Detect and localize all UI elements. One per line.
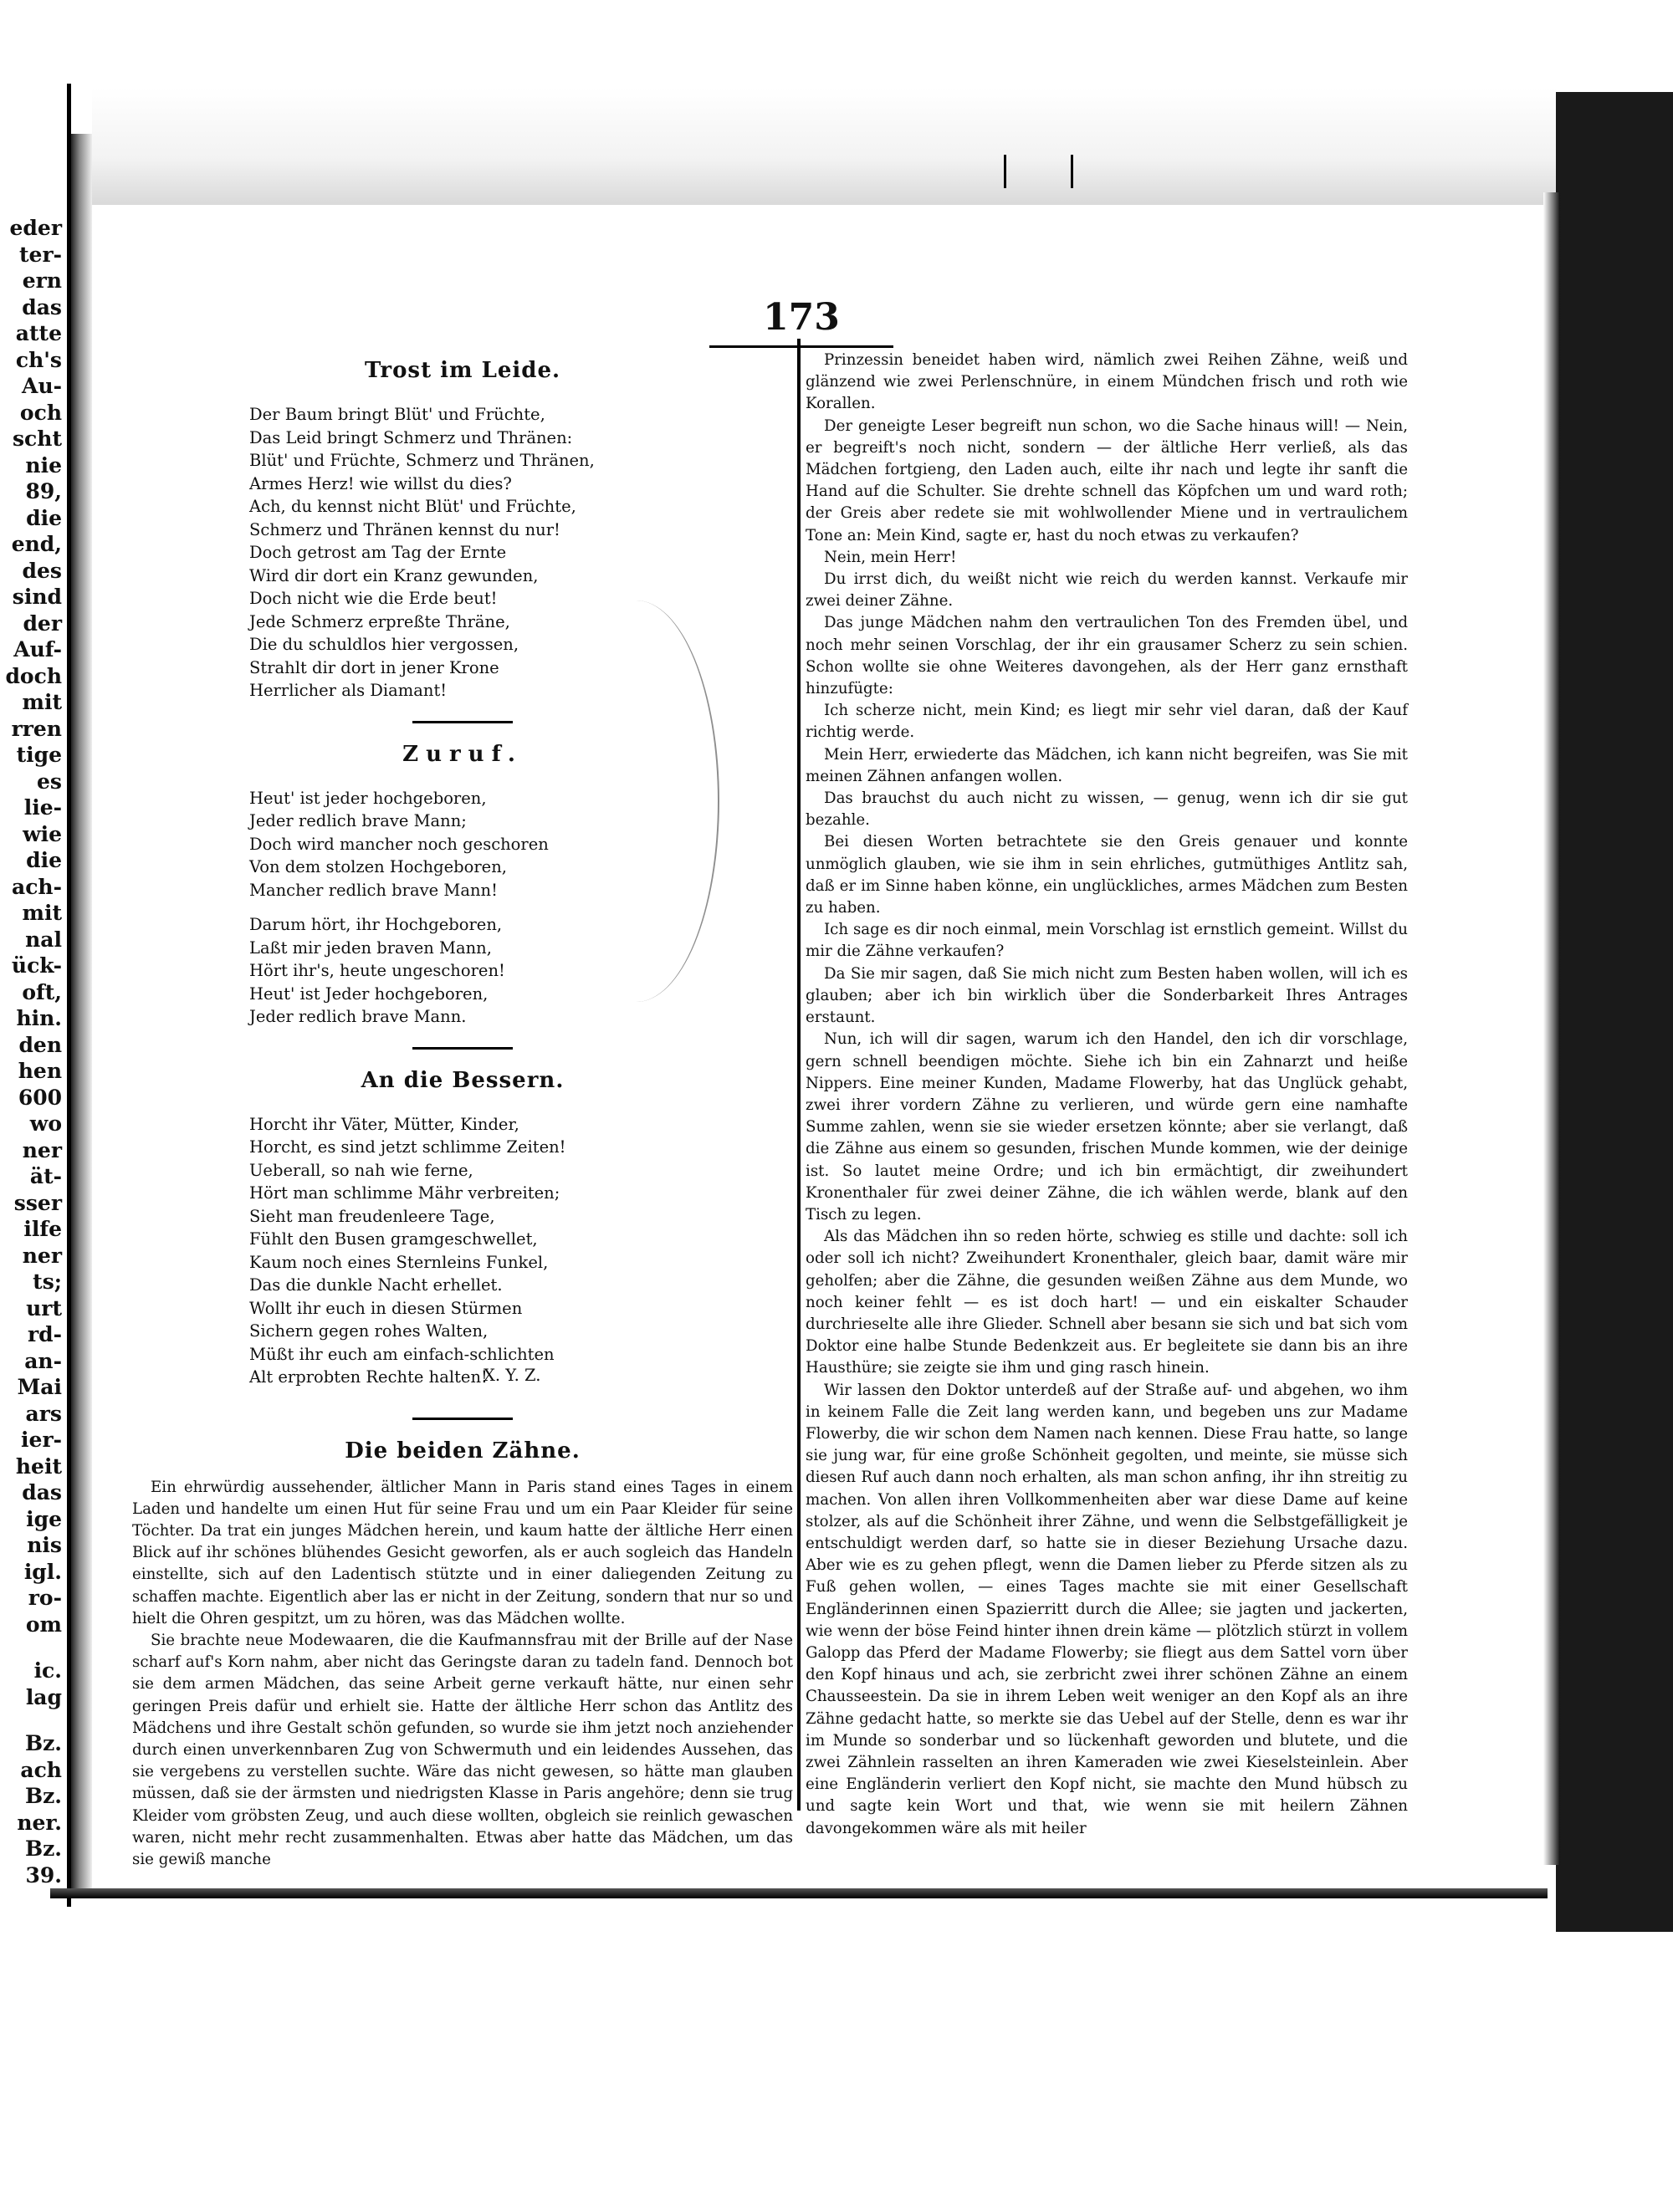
column-divider <box>797 339 801 1811</box>
margin-fragment: die <box>26 505 62 530</box>
poem-line: Sichern gegen rohes Walten, <box>249 1321 489 1341</box>
poem-line: Horcht ihr Väter, Mütter, Kinder, <box>249 1114 519 1134</box>
poem-title: Trost im Leide. <box>364 358 561 383</box>
margin-fragment: end, <box>11 532 62 556</box>
margin-fragment: ner <box>22 1137 62 1162</box>
margin-fragment: rd- <box>27 1322 62 1346</box>
margin-fragment: wie <box>23 821 62 846</box>
poem-line: Doch nicht wie die Erde beut! <box>249 589 498 608</box>
paragraph: Ein ehrwürdig aussehender, ältlicher Mann in Paris stand eines Tages in einem Laden und handelte um einen Hut für seine Frau und um ein Paar Kleider für seine Töchter. Da trat ein junges Mädchen herein, und kaum hatte der ältliche Herr einen Blick auf ihr schönes blühendes Gesicht geworfen, als er auch sogleich das Handeln einstellte, sich auf den Ladentisch stützte und in einer daliegenden Zeitung zu schaffen machte. Eigentlich aber las er nicht in der Zeitung, sondern that nur so und hielt die Ohren gespitzt, um zu hören, was das Mädchen wollte. <box>132 1478 793 1627</box>
poem-line: Das Leid bringt Schmerz und Thränen: <box>249 427 573 447</box>
margin-fragment: om <box>25 1612 62 1637</box>
margin-fragment: Bz. <box>24 1784 62 1808</box>
margin-fragment: ars <box>25 1401 62 1426</box>
poem-line: Alt erprobten Rechte halten! <box>249 1367 488 1387</box>
poem-line: Ueberall, so nah wie ferne, <box>249 1160 473 1180</box>
adjacent-page-edge <box>0 84 71 1907</box>
story-title: Die beiden Zähne. <box>345 1438 581 1464</box>
margin-fragment: sser <box>13 1190 62 1215</box>
paragraph: Nun, ich will dir sagen, warum ich den Handel, den ich dir vorschlage, gern schnell beendigen möchte. Siehe ich bin ein Zahnarzt und heiße Nippers. Eine meiner Kunden, Madame Flowerby, hat das Unglück gehabt, zwei ihrer vordern Zähne zu verlieren, und würde gern eine namhafte Summe zahlen, wenn sie sie wieder ersetzen könnte; aber sie verlangt, daß die Zähne aus einem so gesunden, frischen Munde kommen, wie der deinige ist. So lautet meine Ordre; und ich bin ermächtigt, dir zweihundert Kronenthaler für zwei deiner Zähne, die ich wählen werde, blank auf den Tisch zu legen. <box>806 1030 1408 1223</box>
paragraph: Da Sie mir sagen, daß Sie mich nicht zum Besten haben wollen, will ich es glauben; aber ich bin wirklich über die Sonderbarkeit Ihres Antrages erstaunt. <box>806 964 1408 1027</box>
paragraph: Du irrst dich, du weißt nicht wie reich du werden kannst. Verkaufe mir zwei deiner Zähne. <box>806 570 1408 610</box>
poem-title: Zuruf. <box>402 741 523 767</box>
margin-fragment: Au- <box>22 374 62 398</box>
margin-fragment: tige <box>16 743 62 767</box>
book-gutter <box>71 134 92 1898</box>
section-separator <box>412 1418 513 1420</box>
scan-mark <box>1071 155 1073 188</box>
margin-fragment: lag <box>25 1684 62 1709</box>
story-text-left <box>132 1477 793 1872</box>
poem-line: Schmerz und Thränen kennst du nur! <box>249 519 560 539</box>
poem-line: Von dem stolzen Hochgeboren, <box>249 857 507 876</box>
story-die-beiden-zaehne <box>132 1438 793 1872</box>
page-number: 173 <box>684 299 918 336</box>
poem-line: Heut' ist Jeder hochgeboren, <box>249 983 489 1004</box>
newspaper-page <box>99 251 1537 1882</box>
poem-line: Laßt mir jeden braven Mann, <box>249 937 492 958</box>
margin-fragment: ter- <box>18 242 62 267</box>
margin-fragment: 600 <box>18 1085 62 1110</box>
poem-signature: X. Y. Z. <box>483 1365 541 1385</box>
margin-fragment: ier- <box>21 1428 62 1452</box>
poem-line: Hört man schlimme Mähr verbreiten; <box>249 1183 560 1203</box>
poem-line: Jeder redlich brave Mann. <box>249 1007 467 1026</box>
margin-fragment: 39. <box>25 1862 62 1888</box>
poem-line: Jede Schmerz erpreßte Thräne, <box>249 611 510 631</box>
poem-line: Horcht, es sind jetzt schlimme Zeiten! <box>249 1137 566 1157</box>
margin-fragment: es <box>37 769 62 794</box>
poem-line: Hört ihr's, heute ungeschoren! <box>249 961 505 980</box>
margin-fragment: Mai <box>17 1375 62 1399</box>
margin-fragment: mit <box>22 690 62 714</box>
margin-fragment: ic. <box>33 1658 62 1683</box>
poem-line: Strahlt dir dort in jener Krone <box>249 657 499 677</box>
paragraph: Prinzessin beneidet haben wird, nämlich zwei Reihen Zähne, weiß und glänzend wie zwei Perlenschnüre, in einem Mündchen frisch und roth wie Korallen. <box>806 351 1408 413</box>
paragraph: Ich sage es dir noch einmal, mein Vorschlag ist ernstlich gemeint. Willst du mir die Zähne verkaufen? <box>806 921 1408 961</box>
margin-fragment: rren <box>11 716 62 741</box>
poem-line: Die du schuldlos hier vergossen, <box>249 635 519 654</box>
paragraph: Der geneigte Leser begreift nun schon, wo die Sache hinaus will! — Nein, er begreift's noch nicht, sondern — der ältliche Herr verließ, als das Mädchen fortgieng, den Laden auch, eilte ihr nach und legte ihr sanft die Hand auf die Schulter. Sie drehte schnell das Köpfchen um und ward roth; der Greis aber redete sie mit wohlwollender Miene und in vertraulichem Tone an: Mein Kind, sagte er, hast du noch etwas zu verkaufen? <box>806 416 1408 544</box>
poem-title: An die Bessern. <box>361 1067 565 1093</box>
margin-fragment: Bz. <box>24 1731 62 1755</box>
margin-fragment: ät- <box>29 1164 62 1188</box>
poem-line: Der Baum bringt Blüt' und Früchte, <box>249 405 545 424</box>
margin-fragment: 89, <box>25 479 62 503</box>
margin-fragment: och <box>19 400 62 425</box>
paragraph: Sie brachte neue Modewaaren, die die Kaufmannsfrau mit der Brille auf der Nase scharf auf's Korn nahm, aber nicht das Geringste daran zu tadeln fand. Dennoch bot sie dem armen Mädchen, das seine Arbeit gerne verkauft hätte, nur einen sehr geringen Preis dafür und erhielt sie. Hatte der ältliche Herr schon das Antlitz des Mädchens und ihre Gestalt schön gefunden, so wurde sie ihm jetzt noch anziehender durch einen unverkennbaren Zug von Schwermuth und ein leidendes Aussehen, das sie vergebens zu verstellen suchte. Wäre das nicht gewesen, so hätte man glauben müssen, daß sie der ärmsten und niedrigsten Klasse in Paris angehöre; denn sie trug Kleider vom gröbsten Zeug, und auch diese wollten, obgleich sie reinlich gewaschen waren, nicht mehr recht zusammenhalten. Etwas aber hatte das Mädchen, um das sie gewiß manche <box>132 1631 793 1868</box>
margin-fragment: ts; <box>33 1269 62 1294</box>
margin-fragment: die <box>26 848 62 872</box>
margin-fragment: atte <box>15 321 62 345</box>
margin-fragment: doch <box>5 663 62 688</box>
margin-fragment: ach <box>20 1757 62 1782</box>
poem-line: Mancher redlich brave Mann! <box>249 880 498 900</box>
paragraph: Als das Mädchen ihn so reden hörte, schwieg es stille und dachte: soll ich oder soll ich nicht? Zweihundert Kronenthaler, gleich baar, damit wäre mir geholfen; aber die Zähne, die gesunden weißen Zähne aus dem Munde, wo noch keiner fehlt — es ist doch hart! — und ein eiskalter Schauder durchrieselte alle ihre Glieder. Schnell aber besann sie sich und bat sich vom Doktor eine halbe Stunde Bedenkzeit aus. Er begleitete sie dann bis an ihre Hausthüre; sie zeigte sie ihm und ging rasch hinein. <box>806 1228 1408 1377</box>
margin-fragment: scht <box>12 427 62 451</box>
margin-fragment: hin. <box>16 1006 62 1030</box>
paragraph: Das brauchst du auch nicht zu wissen, — genug, wenn ich dir sie gut bezahle. <box>806 789 1408 830</box>
margin-fragment: nis <box>27 1533 62 1557</box>
margin-fragment: ch's <box>15 347 62 372</box>
paragraph: Mein Herr, erwiederte das Mädchen, ich kann nicht begreifen, was Sie mit meinen Zähnen anfangen wollen. <box>806 745 1408 785</box>
page-right-edge <box>1543 192 1560 1865</box>
margin-fragment: ern <box>22 268 62 293</box>
margin-fragment: eder <box>9 216 62 240</box>
paragraph: Ich scherze nicht, mein Kind; es liegt mir sehr viel daran, daß der Kauf richtig werde. <box>806 702 1408 742</box>
margin-fragment: das <box>22 1480 62 1504</box>
poem-line: Darum hört, ihr Hochgeboren, <box>249 915 503 934</box>
poem-body <box>249 1113 793 1389</box>
margin-fragment: heit <box>15 1453 62 1479</box>
margin-fragment: Auf- <box>13 637 62 662</box>
stanza-gap <box>249 902 793 913</box>
poem-line: Müßt ihr euch am einfach-schlichten <box>249 1344 555 1364</box>
margin-fragment: oft, <box>22 979 62 1004</box>
poem-line: Ach, du kennst nicht Blüt' und Früchte, <box>249 497 576 516</box>
poem-line: Armes Herz! wie willst du dies? <box>249 473 512 493</box>
poem-line: Wollt ihr euch in diesen Stürmen <box>249 1298 523 1318</box>
margin-fragment: wo <box>29 1111 62 1136</box>
margin-fragment: ner. <box>17 1810 62 1835</box>
poem-trost-im-leide <box>132 358 793 702</box>
margin-fragment: den <box>18 1032 62 1057</box>
page-bottom-edge <box>50 1888 1548 1898</box>
poem-line: Doch wird mancher noch geschoren <box>249 834 549 854</box>
poem-line: Kaum noch eines Sternleins Funkel, <box>249 1252 549 1272</box>
margin-fragment: ilfe <box>23 1217 62 1241</box>
poem-an-die-bessern <box>132 1068 793 1389</box>
poem-line: Blüt' und Früchte, Schmerz und Thränen, <box>249 451 595 470</box>
poem-line: Fühlt den Busen gramgeschwellet, <box>249 1229 538 1249</box>
margin-fragment: lie- <box>23 795 62 820</box>
margin-fragment: der <box>23 610 62 636</box>
poem-line: Herrlicher als Diamant! <box>249 681 448 700</box>
margin-fragment: ück- <box>11 953 62 978</box>
right-column <box>806 350 1408 1840</box>
margin-fragment: urt <box>26 1295 62 1321</box>
paragraph: Wir lassen den Doktor unterdeß auf der Straße auf- und abgehen, wo ihm in keinem Falle die Zeit lang werden kann, und begeben uns zur Madame Flowerby, die wir schon dem Namen nach kennen. Diese Frau hatte, so lange sie jung war, für eine große Schönheit gegolten, und meinte, sie müsse sich diesen Ruf auch dann noch erhalten, als man schon anfing, ihr ihn streitig zu machen. Von allen ihren Vollkommenheiten aber war diese Dame auf keine stolzer, als auf die Schönheit ihrer Zähne, und wenn die Selbstgefälligkeit je entschuldigt werden darf, so hatte sie in dieser Beziehung Ursache dazu. Aber wie es zu gehen pflegt, wenn die Damen lieber zu Pferde sitzen als zu Fuß gehen wollen, — eines Tages machte sie mit einer Gesellschaft Engländerinnen einen Spazierritt durch die Allee; sie jagten und jackerten, wie wenn der böse Feind hinter ihnen drein käme — plötzlich stürzt in vollem Galopp das Pferd der Madame Flowerby; sie fliegt aus dem Sattel vorn über den Kopf hinaus und ach, sie zerbricht zwei ihrer schönen Zähne an einem Chausseestein. Da sie in ihrem Leben weit weniger an den Kopf als an ihre Zähne gedacht hatte, so merkte sie das Uebel auf der Stelle, denn es war ihr im Munde so sonderbar und so lückenhaft geworden und blutete, und die zwei Zähnlein rasselten an ihren Kameraden wie zwei Kieselsteinlein. Aber eine Engländerin verliert den Kopf nicht, sie machte den Mund hübsch zu und sagte kein Wort und that, wie wenn sie mit heilern Zähnen davongekommen wäre als mit heiler <box>806 1381 1408 1837</box>
paragraph: Das junge Mädchen nahm den vertraulichen Ton des Fremden übel, und noch mehr seinen Vorschlag, der ihr ein grausamer Scherz zu sein schien. Schon wollte sie ohne Weiteres davongehen, als der Herr ganz ernsthaft hinzufügte: <box>806 614 1408 698</box>
poem-body <box>249 403 793 702</box>
margin-fragment: mit <box>22 901 62 925</box>
poem-line: Sieht man freudenleere Tage, <box>249 1206 495 1226</box>
margin-fragment: hen <box>18 1059 62 1083</box>
poem-line: Wird dir dort ein Kranz gewunden, <box>249 565 539 585</box>
book-cover-edge <box>1556 92 1673 1932</box>
poem-line: Doch getrost am Tag der Ernte <box>249 543 507 562</box>
poem-line: Das die dunkle Nacht erhellet. <box>249 1275 503 1295</box>
margin-fragment: ach- <box>12 874 62 899</box>
margin-fragment: ro- <box>28 1586 62 1610</box>
scan-mark <box>1004 155 1006 188</box>
paragraph: Nein, mein Herr! <box>824 548 957 566</box>
poem-line: Jeder redlich brave Mann; <box>249 811 467 830</box>
margin-fragment: des <box>22 558 62 583</box>
margin-fragment: ner <box>22 1243 62 1268</box>
page-top-margin <box>92 88 1556 205</box>
section-separator <box>412 1047 513 1050</box>
section-separator <box>412 721 513 723</box>
story-text-right <box>806 350 1408 1840</box>
margin-fragment: an- <box>24 1348 62 1373</box>
left-column <box>132 350 793 1871</box>
margin-fragment: ige <box>26 1506 62 1531</box>
margin-fragment: igl. <box>23 1559 62 1584</box>
paragraph: Bei diesen Worten betrachtete sie den Greis genauer und konnte unmöglich glauben, wie sie ihm in sein ehrliches, gutmüthiges Antlitz sah, daß er im Sinne haben könne, ein unglückliches, armes Mädchen zum Besten zu haben. <box>806 833 1408 917</box>
margin-fragment: Bz. <box>24 1837 62 1861</box>
poem-line: Heut' ist jeder hochgeboren, <box>249 788 487 808</box>
margin-fragment: das <box>22 294 62 319</box>
margin-fragment: nal <box>25 927 62 952</box>
margin-fragment: sind <box>12 585 62 609</box>
margin-fragment: nie <box>25 452 62 478</box>
